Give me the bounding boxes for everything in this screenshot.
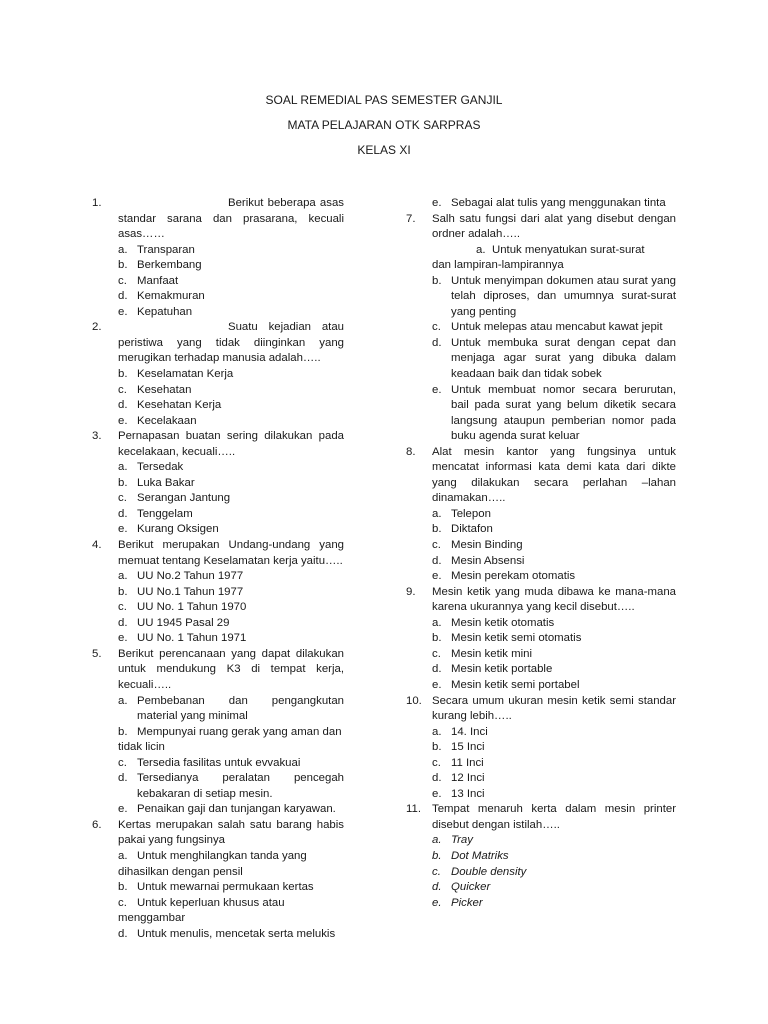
question-11 [406, 802, 676, 911]
option-c: c. Kesehatan [118, 383, 192, 396]
option-d: d. 12 Inci [432, 772, 485, 785]
doc-subject: MATA PELAJARAN OTK SARPRAS [287, 118, 481, 132]
option-b: b. Untuk menyimpan dokumen atau surat yang telah diproses, dan umumnya surat-surat yang penting [432, 274, 676, 318]
option-b: b. Diktafon [432, 523, 493, 536]
question-6-continued [406, 196, 676, 212]
option-list [432, 507, 676, 585]
option-e: e. Penaikan gaji dan tunjangan karyawan. [118, 803, 336, 816]
option-e: e. Mesin perekam otomatis [432, 570, 576, 583]
document-header [0, 88, 768, 163]
option-c: c. Untuk melepas atau mencabut kawat jepit [432, 321, 663, 334]
option-c: c. Mesin Binding [432, 539, 523, 552]
question-number: 7. [406, 212, 416, 225]
option-c: c. Double density [432, 865, 527, 878]
option-list [432, 725, 676, 803]
question-text: Secara umum ukuran mesin ketik semi standar kurang lebih….. [432, 694, 676, 723]
question-number: 3. [92, 430, 102, 443]
option-c: c. Mesin ketik mini [432, 647, 533, 660]
option-d: d. Mesin Absensi [432, 554, 525, 567]
option-a: a. Tersedak [118, 461, 184, 474]
option-c: c. Untuk keperluan khusus atau [118, 896, 285, 909]
option-d: d. Kemakmuran [118, 290, 205, 303]
option-list [432, 196, 676, 212]
question-5 [92, 647, 344, 818]
option-list [118, 460, 344, 538]
option-c: c. Manfaat [118, 274, 179, 287]
option-e: e. Sebagai alat tulis yang menggunakan tinta [432, 197, 666, 209]
question-text: Tempat menaruh kerta dalam mesin printer disebut dengan istilah….. [432, 803, 676, 831]
option-d: d. Tenggelam [118, 507, 193, 520]
option-list [118, 849, 344, 942]
option-d: d. UU 1945 Pasal 29 [118, 616, 230, 629]
question-number: 10. [406, 694, 422, 707]
option-a: a. Mesin ketik otomatis [432, 616, 555, 629]
option-e: e. Kurang Oksigen [118, 523, 219, 536]
question-2 [92, 320, 344, 429]
question-text: Kertas merupakan salah satu barang habis pakai yang fungsinya [118, 818, 344, 847]
question-number: 5. [92, 647, 102, 660]
option-a: a. Pembebanan dan pengangkutan material yang minimal [118, 694, 344, 723]
option-b: b. UU No.1 Tahun 1977 [118, 585, 244, 598]
option-e: e. Kepatuhan [118, 305, 193, 318]
option-b: b. 15 Inci [432, 741, 485, 754]
option-list [118, 367, 344, 429]
option-e: e. 13 Inci [432, 787, 485, 800]
question-6 [92, 818, 344, 942]
question-number: 9. [406, 585, 416, 598]
option-b: b. Mempunyai ruang gerak yang aman dan [118, 725, 342, 738]
question-text: Mesin ketik yang muda dibawa ke mana-mana karena ukurannya yang kecil disebut….. [432, 585, 676, 614]
option-e: e. Mesin ketik semi portabel [432, 678, 580, 691]
option-list [118, 243, 344, 321]
option-d: d. Untuk menulis, mencetak serta melukis [118, 927, 336, 940]
option-list [432, 616, 676, 694]
question-number: 1. [92, 197, 102, 209]
option-c: c. Serangan Jantung [118, 492, 231, 505]
option-list [432, 833, 676, 911]
option-a: a. Telepon [432, 507, 491, 520]
doc-title: SOAL REMEDIAL PAS SEMESTER GANJIL [265, 93, 503, 107]
option-e: e. Kecelakaan [118, 414, 197, 427]
option-list [118, 694, 344, 818]
option-b: b. Untuk mewarnai permukaan kertas [118, 881, 314, 894]
question-8 [406, 445, 676, 585]
question-number: 11. [406, 803, 421, 816]
question-text: Suatu kejadian atau peristiwa yang tidak diinginkan yang merugikan terhadap manusia adalah….. [118, 321, 344, 365]
option-c-continuation: menggambar [118, 912, 186, 925]
question-text: Salh satu fungsi dari alat yang disebut dengan ordner adalah….. [432, 212, 676, 241]
option-d: d. Untuk membuka surat dengan cepat dan menjaga agar surat yang dibuka dalam keadaan baik dan tidak sobek [432, 336, 676, 381]
option-e: e. UU No. 1 Tahun 1971 [118, 632, 247, 645]
question-7 [406, 212, 676, 445]
option-b: b. Mesin ketik semi otomatis [432, 632, 582, 645]
question-text: Pernapasan buatan sering dilakukan pada kecelakaan, kecuali….. [118, 430, 344, 458]
question-text: Alat mesin kantor yang fungsinya untuk mencatat informasi kata demi kata dari dikte yang dilakukan secara perlahan –lahan dinamakan….. [432, 445, 676, 505]
question-4 [92, 538, 344, 647]
option-a-continuation: dihasilkan dengan pensil [118, 865, 243, 878]
question-text: Berikut merupakan Undang-undang yang memuat tentang Keselamatan kerja yaitu….. [118, 539, 344, 567]
doc-class: KELAS XI [357, 143, 411, 157]
question-text: Berikut beberapa asas standar sarana dan prasarana, kecuali asas…… [118, 197, 344, 241]
question-number: 8. [406, 445, 416, 458]
option-list [432, 243, 676, 445]
option-b-continuation: tidak licin [118, 741, 165, 754]
option-list [118, 569, 344, 647]
option-e: e. Untuk membuat nomor secara berurutan, bail pada surat yang belum diketik secara langsung ataupun pemberian nomor pada buku agenda surat keluar [432, 383, 676, 443]
option-d: d. Tersedianya peralatan pencegah kebakaran di setiap mesin. [118, 772, 344, 800]
option-a: a. Untuk menghilangkan tanda yang [118, 849, 307, 862]
option-a: a. UU No.2 Tahun 1977 [118, 570, 244, 583]
option-a: a. Untuk menyatukan surat-surat [476, 243, 645, 256]
option-d: d. Quicker [432, 881, 491, 894]
question-1 [92, 196, 344, 320]
option-c: c. 11 Inci [432, 756, 484, 769]
option-e: e. Picker [432, 896, 483, 909]
question-9 [406, 585, 676, 694]
option-b: b. Keselamatan Kerja [118, 368, 234, 381]
question-number: 2. [92, 321, 102, 334]
option-d: d. Kesehatan Kerja [118, 399, 222, 412]
left-column [92, 196, 344, 942]
option-a-continuation: dan lampiran-lampirannya [432, 259, 564, 272]
question-number: 4. [92, 539, 102, 552]
question-number: 6. [92, 818, 102, 831]
question-3 [92, 429, 344, 538]
question-10 [406, 694, 676, 803]
option-b: b. Dot Matriks [432, 849, 509, 862]
option-a: a. Transparan [118, 243, 195, 256]
option-c: c. Tersedia fasilitas untuk evvakuai [118, 756, 301, 769]
question-text: Berikut perencanaan yang dapat dilakukan untuk mendukung K3 di tempat kerja, kecuali….. [118, 647, 344, 691]
right-column [406, 196, 676, 911]
option-b: b. Berkembang [118, 259, 202, 272]
option-d: d. Mesin ketik portable [432, 663, 553, 676]
option-c: c. UU No. 1 Tahun 1970 [118, 601, 247, 614]
option-b: b. Luka Bakar [118, 476, 195, 489]
option-a: a. 14. Inci [432, 725, 488, 738]
option-a: a. Tray [432, 834, 473, 847]
